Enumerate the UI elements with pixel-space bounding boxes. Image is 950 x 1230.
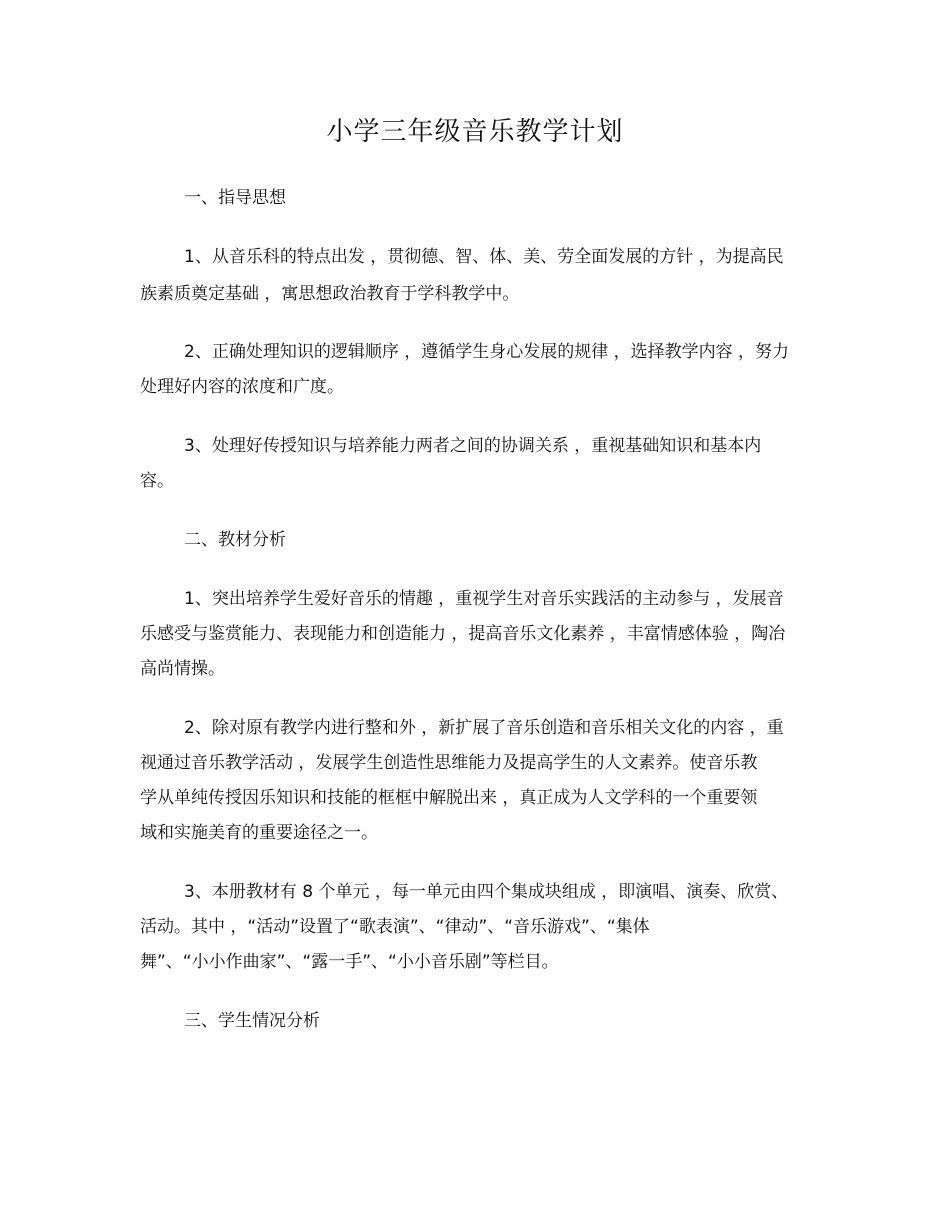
paragraph-line: 处理好内容的浓度和广度。 — [140, 377, 344, 397]
section-heading-student-analysis: 三、学生情况分析 — [184, 1011, 320, 1031]
paragraph-line: 1、突出培养学生爱好音乐的情趣 ，重视学生对音乐实践活的主动参与 ，发展音 — [184, 589, 784, 609]
paragraph-line: 高尚情操。 — [140, 659, 225, 679]
paragraph-line: 容。 — [140, 471, 174, 491]
page-title: 小学三年级音乐教学计划 — [326, 117, 624, 147]
paragraph-line: 视通过音乐教学活动 ，发展学生创造性思维能力及提高学生的人文素养。使音乐教 — [140, 753, 758, 773]
paragraph-line: 乐感受与鉴赏能力、表现能力和创造能力 ，提高音乐文化素养 ，丰富情感体验 ，陶冶 — [140, 624, 786, 644]
paragraph-line: 3、本册教材有 8 个单元 ，每一单元由四个集成块组成 ，即演唱、演奏、欣赏、 — [184, 882, 789, 902]
section-heading-guiding-ideology: 一、指导思想 — [184, 188, 286, 208]
paragraph-line: 活动。其中 ，“活动”设置了“歌表演”、“律动”、“音乐游戏”、“集体 — [140, 917, 650, 937]
paragraph-line: 舞”、“小小作曲家”、“露一手”、“小小音乐剧”等栏目。 — [140, 952, 559, 972]
paragraph-line: 学从单纯传授因乐知识和技能的框框中解脱出来 ，真正成为人文学科的一个重要领 — [140, 788, 758, 808]
section-heading-textbook-analysis: 二、教材分析 — [184, 530, 286, 550]
paragraph-line: 域和实施美育的重要途径之一。 — [140, 823, 378, 843]
paragraph-line: 族素质奠定基础 ，寓思想政治教育于学科教学中。 — [140, 284, 520, 304]
paragraph-line: 2、正确处理知识的逻辑顺序 ，遵循学生身心发展的规律 ，选择教学内容 ，努力 — [184, 342, 790, 362]
paragraph-line: 1、从音乐科的特点出发 ，贯彻德、智、体、美、劳全面发展的方针 ，为提高民 — [184, 247, 784, 267]
paragraph-line: 2、除对原有教学内进行整和外 ，新扩展了音乐创造和音乐相关文化的内容 ，重 — [184, 718, 784, 738]
paragraph-line: 3、处理好传授知识与培养能力两者之间的协调关系 ，重视基础知识和基本内 — [184, 436, 762, 456]
